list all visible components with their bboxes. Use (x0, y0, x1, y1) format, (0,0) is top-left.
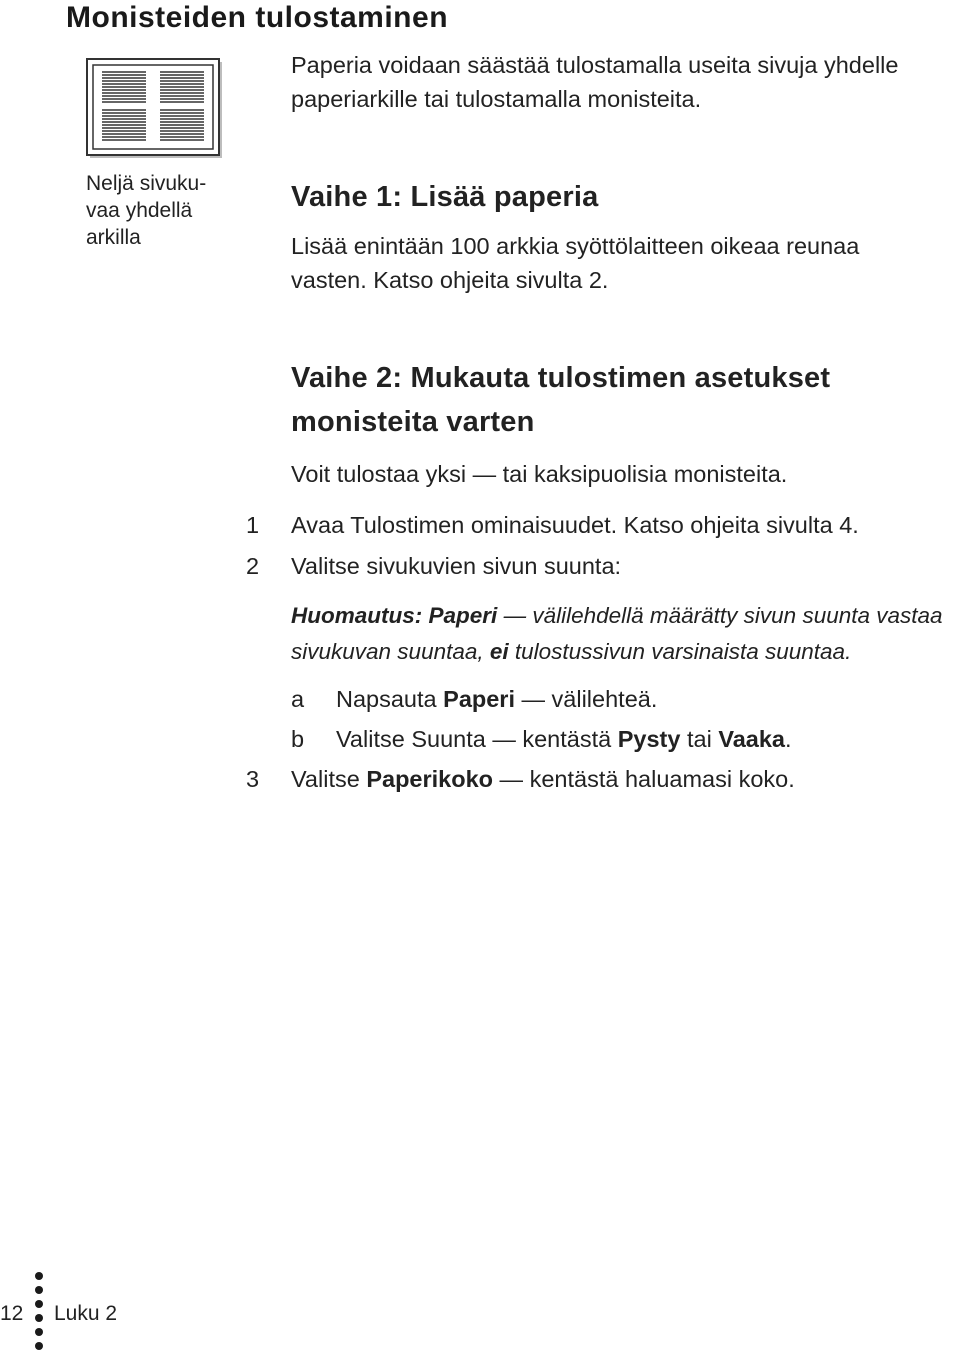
list-item (0, 508, 960, 542)
sub-text-before: Valitse Suunta — kentästä (336, 726, 618, 752)
list-number: 3 (246, 766, 260, 792)
list-text (291, 762, 795, 796)
sub-list-item (0, 722, 960, 756)
figure-caption (86, 170, 216, 251)
list-item (0, 549, 960, 583)
chapter-label: Luku 2 (54, 1302, 118, 1325)
sub-text-after: . (785, 726, 792, 752)
page-footer (0, 1270, 200, 1352)
sub-list-text (336, 722, 792, 756)
note-bold-ei: ei (489, 639, 509, 664)
sub-text-after: — välilehteä. (514, 686, 658, 712)
step2-text: Voit tulostaa yksi — tai kaksipuolisia monisteita. (291, 461, 788, 487)
dotted-divider (34, 1270, 44, 1352)
note-bold-paperi: Paperi (428, 603, 498, 628)
list-text-before: Valitse (291, 766, 367, 792)
step1-text: Lisää enintään 100 arkkia syöttölaitteen oikeaa reunaa vasten. Katso ohjeita sivulta 2. (291, 233, 860, 293)
sub-text-bold: Vaaka (718, 726, 785, 752)
sub-list-letter: a (291, 686, 305, 712)
page-number: 12 (0, 1302, 24, 1325)
note-text-1: — välilehdellä määrätty sivun suunta vastaa sivukuvan suuntaa, (291, 603, 943, 664)
step2-heading: Vaihe 2: Mukauta tulostimen asetukset monisteita varten (291, 362, 831, 438)
sub-text-before: Napsauta (336, 686, 444, 712)
list-number: 1 (246, 512, 260, 538)
list-text: Valitse sivukuvien sivun suunta: (291, 553, 622, 579)
sub-text-middle: tai (680, 726, 719, 752)
page-title: Monisteiden tulostaminen (66, 1, 449, 34)
sub-list-text (336, 682, 657, 716)
intro-paragraph: Paperia voidaan säästää tulostamalla useita sivuja yhdelle paperiarkille tai tulostamalla monisteita. (291, 52, 899, 112)
sub-list-item (0, 682, 960, 716)
sub-list-letter: b (291, 726, 305, 752)
list-text: Avaa Tulostimen ominaisuudet. Katso ohjeita sivulta 4. (291, 512, 859, 538)
note-text-2: tulostussivun varsinaista suuntaa. (508, 639, 852, 664)
sub-text-bold: Paperi (443, 686, 515, 712)
list-text-after: — kentästä haluamasi koko. (493, 766, 795, 792)
note (291, 598, 951, 670)
list-text-bold: Paperikoko (366, 766, 494, 792)
note-label: Huomautus: (291, 603, 423, 628)
step1-heading: Vaihe 1: Lisää paperia (291, 181, 599, 213)
list-number: 2 (246, 553, 260, 579)
caption-line: arkilla (86, 226, 141, 249)
caption-line: vaa yhdellä (86, 199, 193, 222)
four-pages-per-sheet-icon (86, 58, 224, 160)
sub-text-bold: Pysty (617, 726, 681, 752)
caption-line: Neljä sivuku- (86, 172, 207, 195)
list-item (0, 762, 960, 796)
